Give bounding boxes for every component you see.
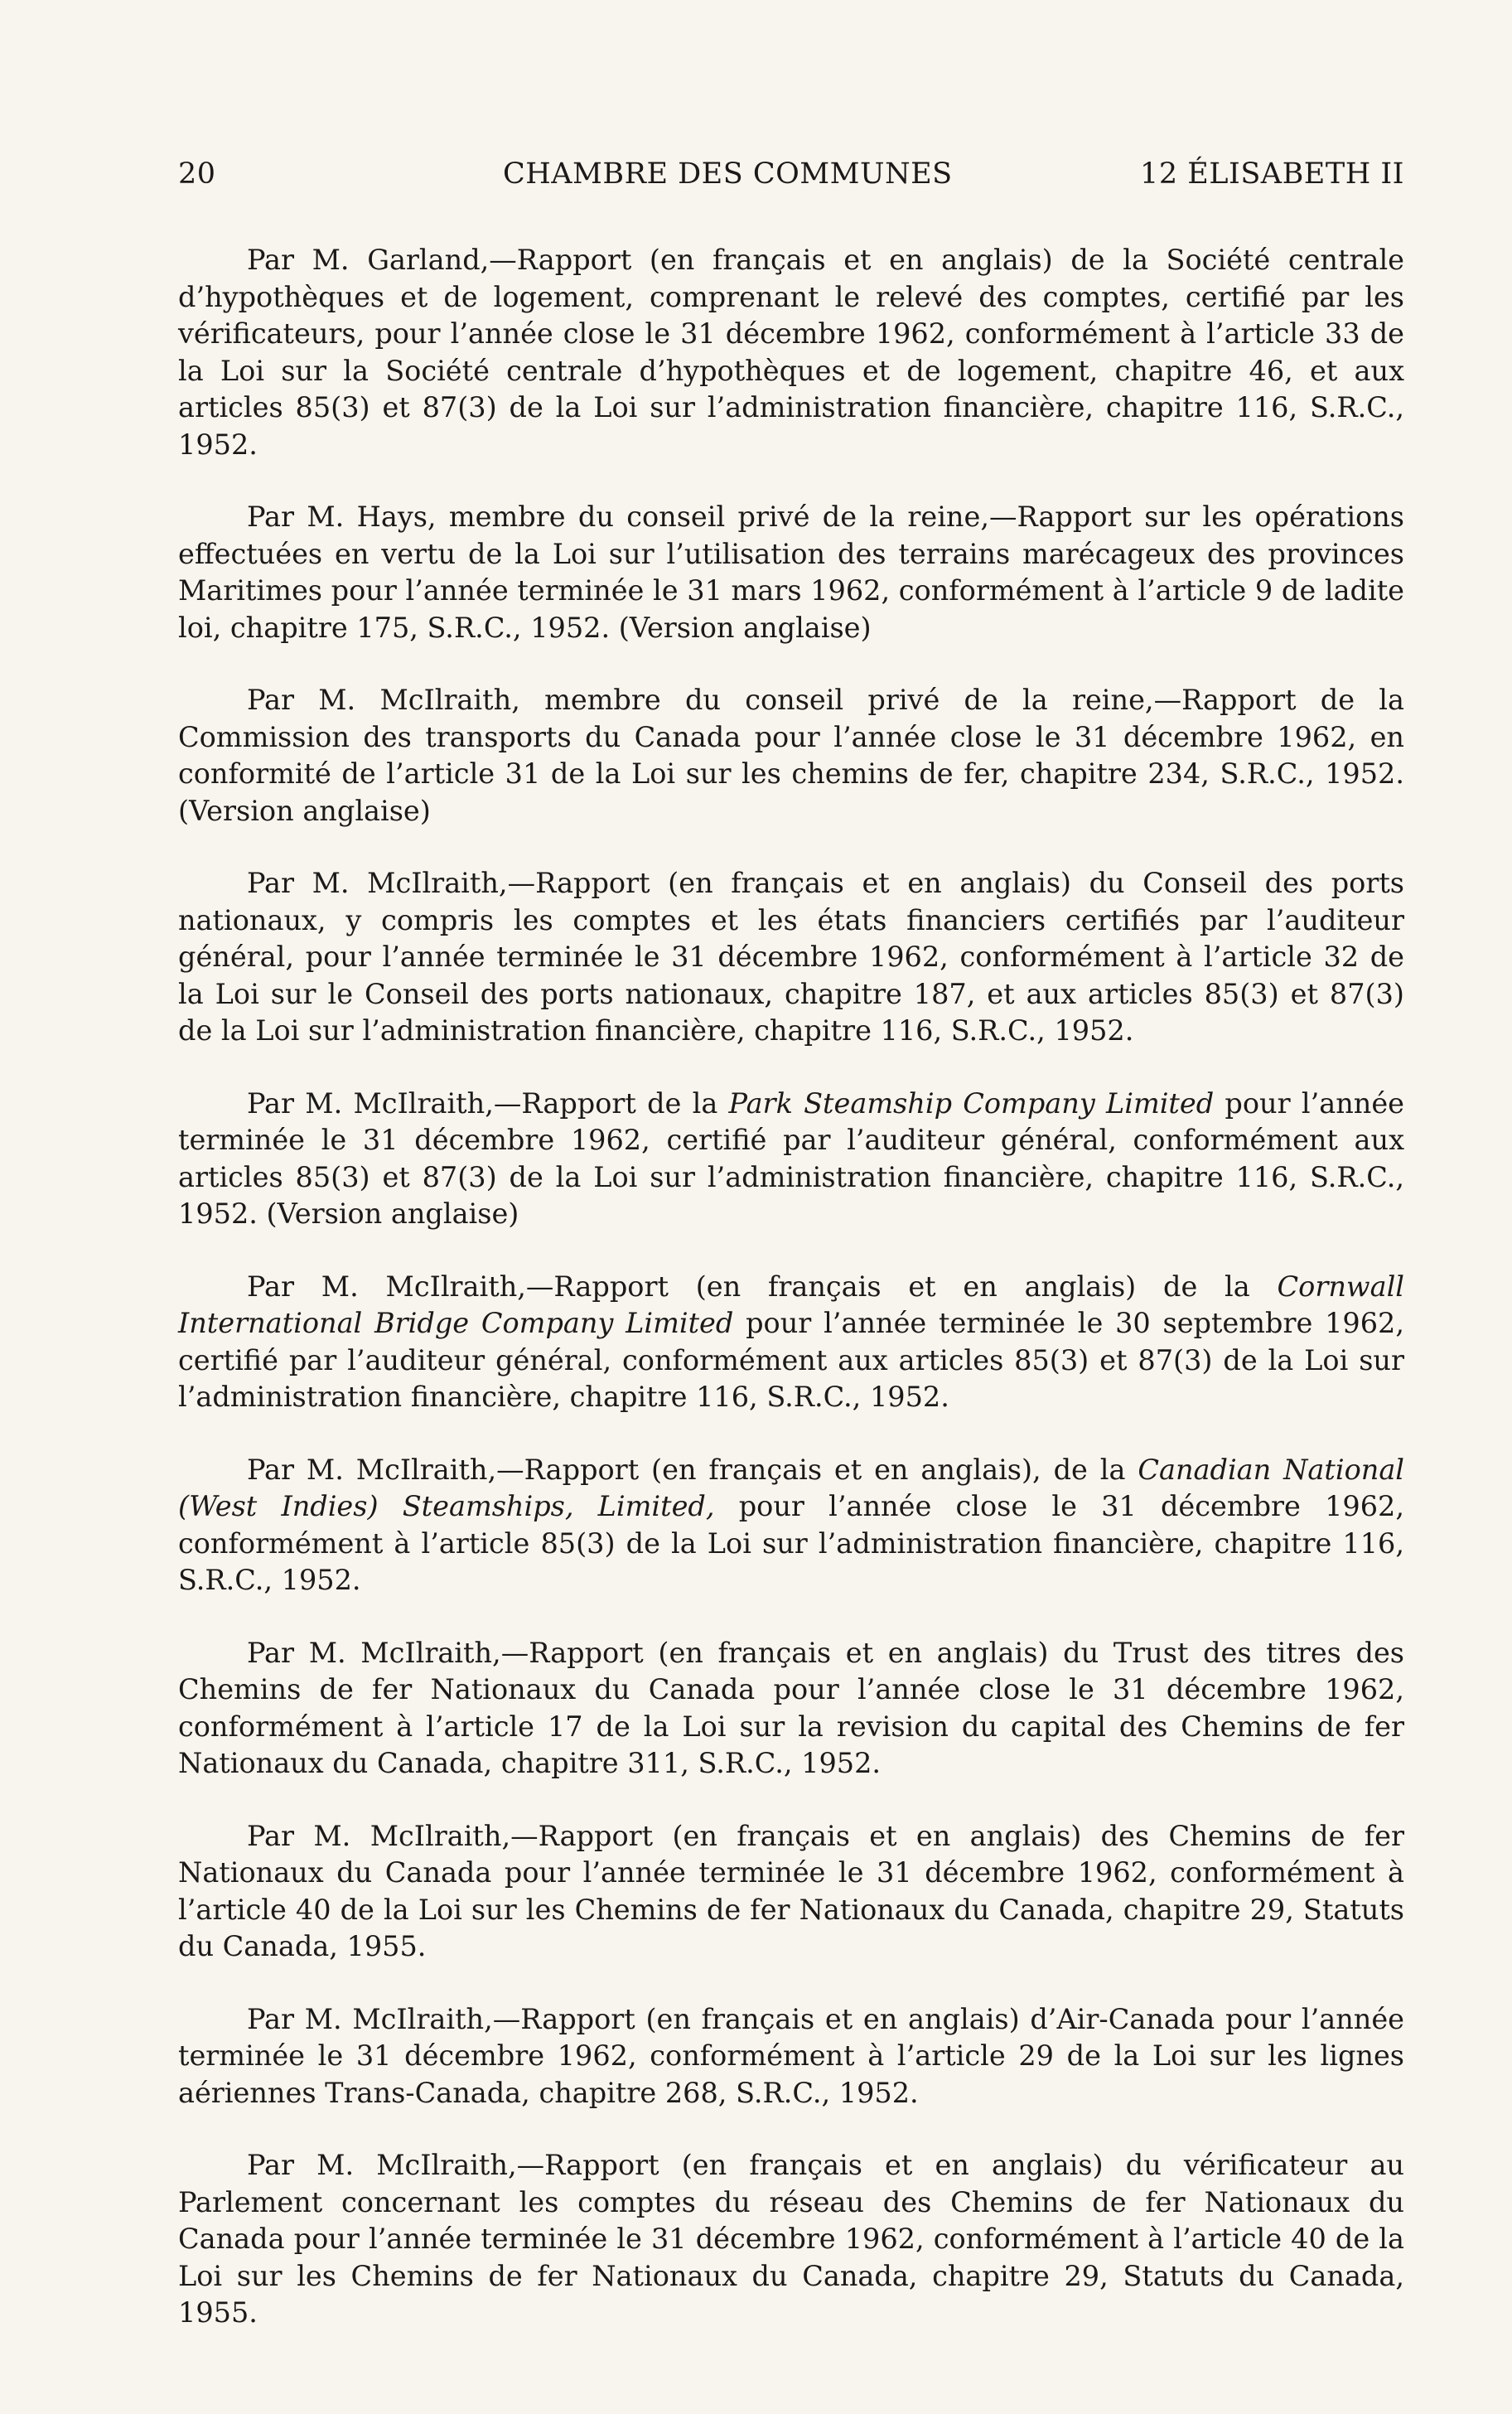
entry-text: Par M. McIlraith, membre du conseil privé de la reine,—Rapport de la Commission des transports du Canada pour l’année close le 31 décembre 1962, en conformité de l’article 31 de la Loi sur les chemins de fer, chapitre 234, S.R.C., 1952. (Version anglaise) [178, 684, 1404, 827]
entry-paragraph [178, 2001, 1404, 2112]
entry-text: Par M. McIlraith,—Rapport (en français et en anglais) du Trust des titres des Chemins de fer Nationaux du Canada pour l’année close le 31 décembre 1962, conformément à l’article 17 de la Loi sur la revision du capital des Chemins de fer Nationaux du Canada, chapitre 311, S.R.C., 1952. [178, 1636, 1404, 1779]
entry-text: Par M. Garland,—Rapport (en français et en anglais) de la Société centrale d’hypothèques et de logement, comprenant le relevé des comptes, certifié par les vérificateurs, pour l’année close le 31 décembre 1962, conformément à l’article 33 de la Loi sur la Société centrale d’hypothèques et de logement, chapitre 46, et aux articles 85(3) et 87(3) de la Loi sur l’administration financière, chapitre 116, S.R.C., 1952. [178, 244, 1404, 461]
entry-text: pour l’année terminée le 30 septembre 1962, certifié par l’auditeur général, conformément aux articles 85(3) et 87(3) de la Loi sur l’administration financière, chapitre 116, S.R.C., 1952. [178, 1307, 1404, 1413]
entry-italic-text: Park Steamship Company Limited [728, 1086, 1215, 1120]
page-number: 20 [178, 157, 216, 191]
entry-paragraph [178, 499, 1404, 646]
entry-paragraph [178, 2147, 1404, 2332]
entry-text: pour l’année terminée le 31 décembre 1962, certifié par l’auditeur général, conformément aux articles 85(3) et 87(3) de la Loi sur l’administration financière, chapitre 116, S.R.C., 1952. (Version anglaise) [178, 1086, 1404, 1230]
entry-text: Par M. McIlraith,—Rapport (en français et en anglais), de la [247, 1453, 1138, 1486]
entry-text: Par M. McIlraith,—Rapport (en français et en anglais) des Chemins de fer Nationaux du Canada pour l’année terminée le 31 décembre 1962, conformément à l’article 40 de la Loi sur les Chemins de fer Nationaux du Canada, chapitre 29, Statuts du Canada, 1955. [178, 1819, 1404, 1962]
entry-text: Par M. McIlraith,—Rapport (en français et en anglais) du vérificateur au Parlement concernant les comptes du réseau des Chemins de fer Nationaux du Canada pour l’année terminée le 31 décembre 1962, conformément à l’article 40 de la Loi sur les Chemins de fer Nationaux du Canada, chapitre 29, Statuts du Canada, 1955. [178, 2149, 1404, 2329]
entry-paragraph [178, 242, 1404, 463]
entry-paragraph [178, 1635, 1404, 1783]
entry-paragraph [178, 1269, 1404, 1416]
entry-paragraph [178, 1818, 1404, 1966]
entry-text: Par M. McIlraith,—Rapport de la [247, 1086, 729, 1120]
entry-text: pour l’année close le 31 décembre 1962, conformément à l’article 85(3) de la Loi sur l’administration financière, chapitre 116, S.R.C., 1952. [178, 1490, 1404, 1596]
entry-paragraph [178, 1086, 1404, 1233]
entry-paragraph [178, 1452, 1404, 1599]
entry-text: Par M. McIlraith,—Rapport (en français et en anglais) de la [247, 1270, 1278, 1303]
entry-paragraph [178, 865, 1404, 1050]
running-header [178, 157, 1404, 191]
journal-page [178, 157, 1404, 2332]
entries-list [178, 242, 1404, 2332]
entry-italic-text: Cornwall International Bridge Company Limited [178, 1270, 1404, 1339]
session-label: 12 ÉLISABETH II [1140, 157, 1404, 191]
entry-text: Par M. McIlraith,—Rapport (en français et en anglais) du Conseil des ports nationaux, y compris les comptes et les états financiers certifiés par l’auditeur général, pour l’année terminée le 31 décembre 1962, conformément à l’article 32 de la Loi sur le Conseil des ports nationaux, chapitre 187, et aux articles 85(3) et 87(3) de la Loi sur l’administration financière, chapitre 116, S.R.C., 1952. [178, 867, 1404, 1047]
entry-text: Par M. Hays, membre du conseil privé de la reine,—Rapport sur les opérations effectuées en vertu de la Loi sur l’utilisation des terrains marécageux des provinces Maritimes pour l’année terminée le 31 mars 1962, conformément à l’article 9 de ladite loi, chapitre 175, S.R.C., 1952. (Version anglaise) [178, 501, 1404, 644]
entry-italic-text: Canadian National (West Indies) Steamships, Limited, [178, 1453, 1405, 1522]
page-title: CHAMBRE DES COMMUNES [502, 157, 953, 191]
entry-text: Par M. McIlraith,—Rapport (en français et en anglais) d’Air-Canada pour l’année terminée le 31 décembre 1962, conformément à l’article 29 de la Loi sur les lignes aériennes Trans-Canada, chapitre 268, S.R.C., 1952. [178, 2002, 1404, 2109]
entry-paragraph [178, 682, 1404, 830]
